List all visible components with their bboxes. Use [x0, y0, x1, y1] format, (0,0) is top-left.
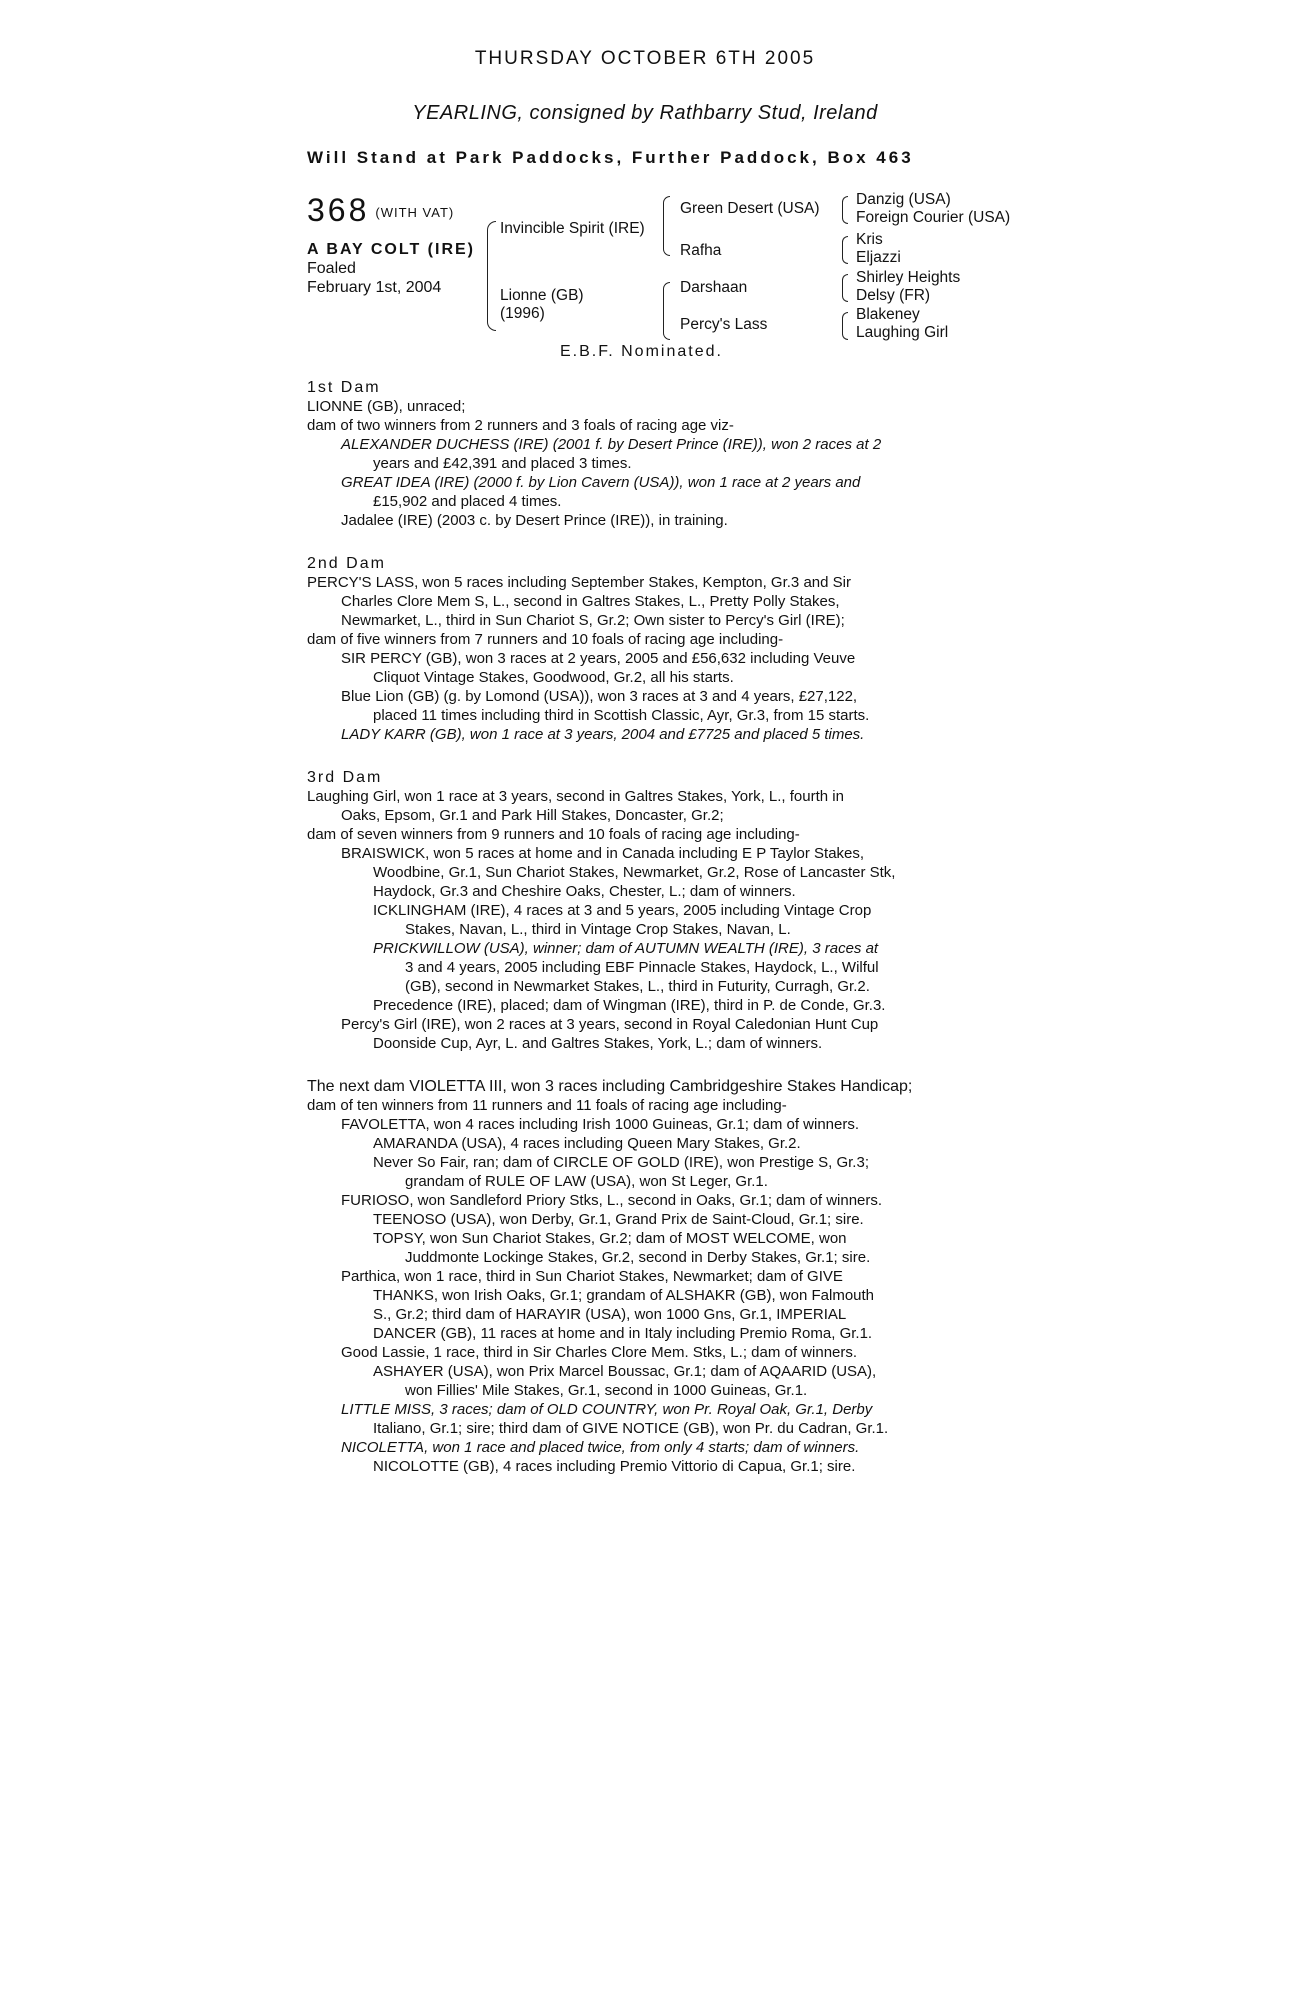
ancestor-8: Laughing Girl	[856, 324, 949, 341]
second-dam-line: Newmarket, L., third in Sun Chariot S, Gr.2; Own sister to Percy's Girl (IRE);	[341, 612, 845, 629]
next-dam-line: AMARANDA (USA), 4 races including Queen Mary Stakes, Gr.2.	[373, 1135, 801, 1152]
ancestor-4: Eljazzi	[856, 249, 901, 266]
horse-description: A BAY COLT (IRE)	[307, 241, 476, 258]
next-dam-line: FAVOLETTA, won 4 races including Irish 1000 Guineas, Gr.1; dam of winners.	[341, 1116, 860, 1133]
lot-number: 368	[307, 192, 370, 228]
pedigree-brace-dam	[663, 282, 670, 340]
next-dam-line: S., Gr.2; third dam of HARAYIR (USA), won 1000 Gns, Gr.1, IMPERIAL	[373, 1306, 847, 1323]
first-dam-line: LIONNE (GB), unraced;	[307, 398, 466, 415]
dam-dam-name: Percy's Lass	[680, 316, 768, 333]
third-dam-line: Haydock, Gr.3 and Cheshire Oaks, Chester, L.; dam of winners.	[373, 883, 796, 900]
second-dam-line: PERCY'S LASS, won 5 races including September Stakes, Kempton, Gr.3 and Sir	[307, 574, 851, 591]
next-dam-line: Never So Fair, ran; dam of CIRCLE OF GOLD (IRE), won Prestige S, Gr.3;	[373, 1154, 869, 1171]
next-dam-line: TEENOSO (USA), won Derby, Gr.1, Grand Prix de Saint-Cloud, Gr.1; sire.	[373, 1211, 864, 1228]
next-dam-line: NICOLETTA, won 1 race and placed twice, from only 4 starts; dam of winners.	[341, 1439, 860, 1456]
next-dam-line: Good Lassie, 1 race, third in Sir Charles Clore Mem. Stks, L.; dam of winners.	[341, 1344, 858, 1361]
sire-sire-name: Green Desert (USA)	[680, 200, 820, 217]
second-dam-line: Blue Lion (GB) (g. by Lomond (USA)), won 3 races at 3 and 4 years, £27,122,	[341, 688, 858, 705]
second-dam-line: dam of five winners from 7 runners and 10 foals of racing age including-	[307, 631, 784, 648]
vat-note: (WITH VAT)	[375, 205, 455, 221]
next-dam-line: DANCER (GB), 11 races at home and in Italy including Premio Roma, Gr.1.	[373, 1325, 873, 1342]
stand-location: Will Stand at Park Paddocks, Further Paddock, Box 463	[307, 148, 914, 167]
third-dam-line: Precedence (IRE), placed; dam of Wingman (IRE), third in P. de Conde, Gr.3.	[373, 997, 886, 1014]
next-dam-line: won Fillies' Mile Stakes, Gr.1, second in 1000 Guineas, Gr.1.	[405, 1382, 808, 1399]
next-dam-line: ASHAYER (USA), won Prix Marcel Boussac, Gr.1; dam of AQAARID (USA),	[373, 1363, 877, 1380]
third-dam-line: Percy's Girl (IRE), won 2 races at 3 years, second in Royal Caledonian Hunt Cup	[341, 1016, 879, 1033]
first-dam-line: dam of two winners from 2 runners and 3 foals of racing age viz-	[307, 417, 734, 434]
third-dam-line: (GB), second in Newmarket Stakes, L., third in Futurity, Curragh, Gr.2.	[405, 978, 870, 995]
ancestor-2: Foreign Courier (USA)	[856, 209, 1011, 226]
first-dam-line: ALEXANDER DUCHESS (IRE) (2001 f. by Desert Prince (IRE)), won 2 races at 2	[341, 436, 882, 453]
third-dam-line: Woodbine, Gr.1, Sun Chariot Stakes, Newmarket, Gr.2, Rose of Lancaster Stk,	[373, 864, 896, 881]
next-dam-line: Parthica, won 1 race, third in Sun Chariot Stakes, Newmarket; dam of GIVE	[341, 1268, 843, 1285]
consignment-line: YEARLING, consigned by Rathbarry Stud, Ireland	[412, 102, 878, 124]
third-dam-line: ICKLINGHAM (IRE), 4 races at 3 and 5 years, 2005 including Vintage Crop	[373, 902, 872, 919]
pedigree-brace-g1	[842, 196, 848, 224]
dam-name: Lionne (GB)	[500, 287, 584, 304]
sire-name: Invincible Spirit (IRE)	[500, 220, 645, 237]
next-dam-line: dam of ten winners from 11 runners and 11 foals of racing age including-	[307, 1097, 787, 1114]
ancestor-7: Blakeney	[856, 306, 920, 323]
second-dam-line: placed 11 times including third in Scottish Classic, Ayr, Gr.3, from 15 starts.	[373, 707, 870, 724]
second-dam-line: LADY KARR (GB), won 1 race at 3 years, 2004 and £7725 and placed 5 times.	[341, 726, 865, 743]
next-dam-line: NICOLOTTE (GB), 4 races including Premio Vittorio di Capua, Gr.1; sire.	[373, 1458, 856, 1475]
second-dam-heading: 2nd Dam	[307, 555, 386, 572]
third-dam-line: dam of seven winners from 9 runners and 10 foals of racing age including-	[307, 826, 800, 843]
ancestor-3: Kris	[856, 231, 883, 248]
next-dam-line: FURIOSO, won Sandleford Priory Stks, L., second in Oaks, Gr.1; dam of winners.	[341, 1192, 883, 1209]
lot-number-line	[307, 192, 454, 229]
third-dam-line: Stakes, Navan, L., third in Vintage Crop Stakes, Navan, L.	[405, 921, 791, 938]
dam-year: (1996)	[500, 305, 545, 322]
foaled-date: February 1st, 2004	[307, 279, 442, 296]
next-dam-line: THANKS, won Irish Oaks, Gr.1; grandam of ALSHAKR (GB), won Falmouth	[373, 1287, 875, 1304]
next-dam-line: Italiano, Gr.1; sire; third dam of GIVE NOTICE (GB), won Pr. du Cadran, Gr.1.	[373, 1420, 889, 1437]
second-dam-line: Cliquot Vintage Stakes, Goodwood, Gr.2, all his starts.	[373, 669, 734, 686]
third-dam-line: Doonside Cup, Ayr, L. and Galtres Stakes, York, L.; dam of winners.	[373, 1035, 823, 1052]
next-dam-line: The next dam VIOLETTA III, won 3 races including Cambridgeshire Stakes Handicap;	[307, 1078, 913, 1095]
third-dam-line: 3 and 4 years, 2005 including EBF Pinnacle Stakes, Haydock, L., Wilful	[405, 959, 879, 976]
next-dam-line: LITTLE MISS, 3 races; dam of OLD COUNTRY, won Pr. Royal Oak, Gr.1, Derby	[341, 1401, 873, 1418]
dam-sire-name: Darshaan	[680, 279, 748, 296]
third-dam-line: Oaks, Epsom, Gr.1 and Park Hill Stakes, Doncaster, Gr.2;	[341, 807, 724, 824]
third-dam-heading: 3rd Dam	[307, 769, 383, 786]
next-dam-line: TOPSY, won Sun Chariot Stakes, Gr.2; dam of MOST WELCOME, won	[373, 1230, 847, 1247]
pedigree-brace-sire	[663, 196, 670, 256]
next-dam-line: grandam of RULE OF LAW (USA), won St Leger, Gr.1.	[405, 1173, 768, 1190]
sire-dam-name: Rafha	[680, 242, 722, 259]
foaled-label: Foaled	[307, 260, 356, 277]
first-dam-line: years and £42,391 and placed 3 times.	[373, 455, 632, 472]
catalogue-body	[307, 378, 1027, 1476]
ancestor-5: Shirley Heights	[856, 269, 961, 286]
pedigree-brace-main	[487, 221, 496, 331]
sale-date: THURSDAY OCTOBER 6TH 2005	[474, 48, 816, 69]
third-dam-line: PRICKWILLOW (USA), winner; dam of AUTUMN WEALTH (IRE), 3 races at	[373, 940, 879, 957]
third-dam-line: Laughing Girl, won 1 race at 3 years, second in Galtres Stakes, York, L., fourth in	[307, 788, 844, 805]
second-dam-line: Charles Clore Mem S, L., second in Galtres Stakes, L., Pretty Polly Stakes,	[341, 593, 840, 610]
first-dam-line: £15,902 and placed 4 times.	[373, 493, 562, 510]
first-dam-heading: 1st Dam	[307, 379, 381, 396]
next-dam-line: Juddmonte Lockinge Stakes, Gr.2, second in Derby Stakes, Gr.1; sire.	[405, 1249, 871, 1266]
third-dam-line: BRAISWICK, won 5 races at home and in Canada including E P Taylor Stakes,	[341, 845, 865, 862]
first-dam-line: Jadalee (IRE) (2003 c. by Desert Prince (IRE)), in training.	[341, 512, 728, 529]
ancestor-1: Danzig (USA)	[856, 191, 951, 208]
ebf-nomination: E.B.F. Nominated.	[560, 343, 723, 360]
pedigree-brace-g4	[842, 312, 848, 340]
ancestor-6: Delsy (FR)	[856, 287, 931, 304]
first-dam-line: GREAT IDEA (IRE) (2000 f. by Lion Cavern (USA)), won 1 race at 2 years and	[341, 474, 861, 491]
pedigree-brace-g2	[842, 236, 848, 264]
pedigree-brace-g3	[842, 274, 848, 302]
second-dam-line: SIR PERCY (GB), won 3 races at 2 years, 2005 and £56,632 including Veuve	[341, 650, 856, 667]
